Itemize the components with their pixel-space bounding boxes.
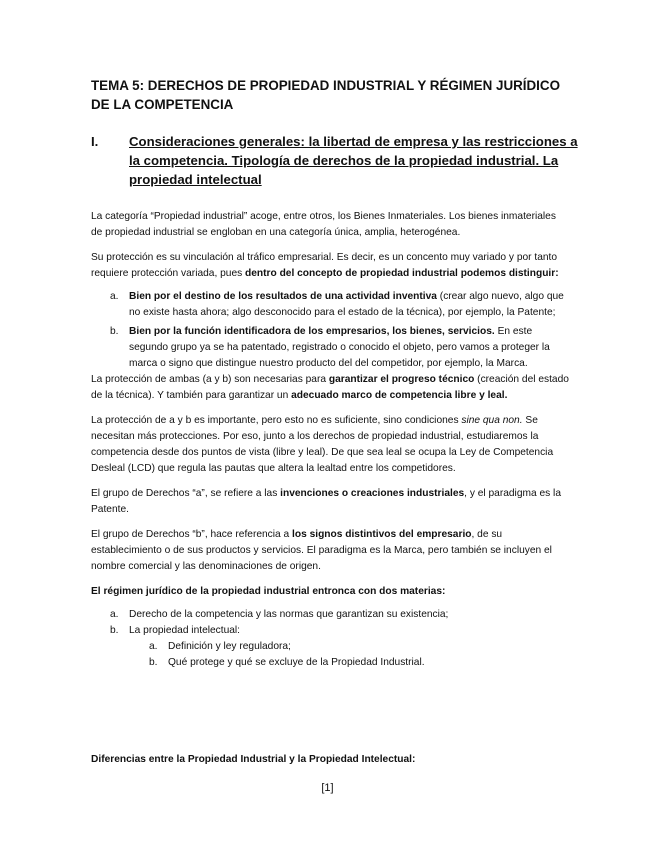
- list-item-bold: Bien por la función identificadora de los empresarios, los bienes, servicios.: [129, 326, 495, 337]
- paragraph-3-bold-2: adecuado marco de competencia libre y leal.: [291, 390, 508, 401]
- sublist-marker: a.: [149, 641, 158, 652]
- list-item: [91, 324, 569, 372]
- paragraph-2-bold: dentro del concepto de propiedad industrial podemos distinguir: [245, 268, 556, 279]
- page-number: [1]: [321, 782, 334, 794]
- paragraph-7: [91, 584, 569, 600]
- list-item: [91, 289, 569, 321]
- paragraph-6-text-2: , de su establecimiento o de sus productos y servicios. El paradigma es la Marca, pero también se incluyen el nombre comercial y las denominaciones de origen.: [91, 529, 552, 572]
- paragraph-4-text-2: Se necesitan más protecciones. Por eso, junto a los derechos de propiedad industrial, estudiaremos la competencia desde dos puntos de vista (libre y leal). De que sea leal se ocupa la Ley de Competencia Desleal (LCD) que regula las pautas que altera la lealtad entre los competidores.: [91, 415, 554, 474]
- list-marker: b.: [110, 625, 119, 636]
- paragraph-5: [91, 486, 569, 518]
- section-number: I.: [91, 134, 99, 149]
- list-marker: b.: [110, 326, 119, 337]
- paragraph-5-text-2: , y el paradigma es la Patente.: [91, 488, 561, 515]
- list-item-text: La propiedad intelectual:: [129, 625, 241, 636]
- paragraph-3: [91, 372, 569, 404]
- paragraph-6-text-1: El grupo de Derechos “b”, hace referencia a: [91, 529, 293, 540]
- differences-heading: Diferencias entre la Propiedad Industrial y la Propiedad Intelectual:: [91, 754, 416, 765]
- list-item-text: (crear algo nuevo, algo que no existe hasta ahora; algo desconocido para el estado de la técnica), por ejemplo, la Patente;: [129, 291, 564, 318]
- list-marker: a.: [110, 609, 119, 620]
- sublist-marker: b.: [149, 657, 158, 668]
- paragraph-4-text-1: La protección de a y b es importante, pero esto no es suficiente, sino condiciones: [91, 415, 462, 426]
- paragraph-2-text: Su protección es su vinculación al tráfico empresarial. Es decir, es un concento muy variado y por tanto requiere protección variada, pues: [91, 252, 558, 279]
- paragraph-3-bold-1: garantizar el progreso técnico: [328, 374, 475, 385]
- paragraph-2: [91, 250, 569, 282]
- list-item: [91, 623, 569, 639]
- paragraph-7-bold: El régimen jurídico de la propiedad industrial entronca con dos materias:: [91, 586, 446, 597]
- page-title: TEMA 5: DERECHOS DE PROPIEDAD INDUSTRIAL Y RÉGIMEN JURÍDICO DE LA COMPETENCIA: [91, 78, 560, 112]
- list-destino-funcion: [91, 289, 569, 372]
- paragraph-3-text-2: (creación del estado de la técnica). Y también para garantizar un: [91, 374, 569, 401]
- paragraph-4: [91, 413, 569, 477]
- document-body: [91, 209, 569, 671]
- list-item-text: Derecho de la competencia y las normas que garantizan su existencia;: [129, 609, 449, 620]
- paragraph-5-text-1: El grupo de Derechos “a”, se refiere a las: [91, 488, 281, 499]
- section-title: Consideraciones generales: la libertad de empresa y las restricciones a la competencia. Tipología de derechos de la propiedad industrial. La propiedad intelectual: [129, 134, 578, 187]
- paragraph-1: La categoría “Propiedad industrial” acoge, entre otros, los Bienes Inmateriales. Los bienes inmateriales de propiedad industrial se engloban en una categoría única, amplia, heterogénea.: [91, 211, 556, 238]
- paragraph-4-italic: sine qua non.: [461, 415, 523, 426]
- paragraph-6-bold: los signos distintivos del empresario: [292, 529, 472, 540]
- paragraph-3-text-1: La protección de ambas (a y b) son necesarias para: [91, 374, 329, 385]
- sublist-item: [91, 639, 569, 655]
- paragraph-5-bold: invenciones o creaciones industriales: [280, 488, 465, 499]
- list-marker: a.: [110, 291, 119, 302]
- list-item-text: En este segundo grupo ya se ha patentado, registrado o conocido el objeto, pero vamos a proteger la marca o signo que distingue nuestro producto del del competidor, por ejemplo, la Marca.: [129, 326, 550, 369]
- paragraph-6: [91, 527, 569, 575]
- paragraph-2-end: :: [555, 268, 559, 279]
- list-item: [91, 607, 569, 623]
- sublist-item-text: Definición y ley reguladora;: [168, 641, 291, 652]
- sublist-item-text: Qué protege y qué se excluye de la Propiedad Industrial.: [168, 657, 425, 668]
- list-item-bold: Bien por el destino de los resultados de una actividad inventiva: [129, 291, 437, 302]
- list-materias: [91, 607, 569, 671]
- sublist-item: [91, 655, 569, 671]
